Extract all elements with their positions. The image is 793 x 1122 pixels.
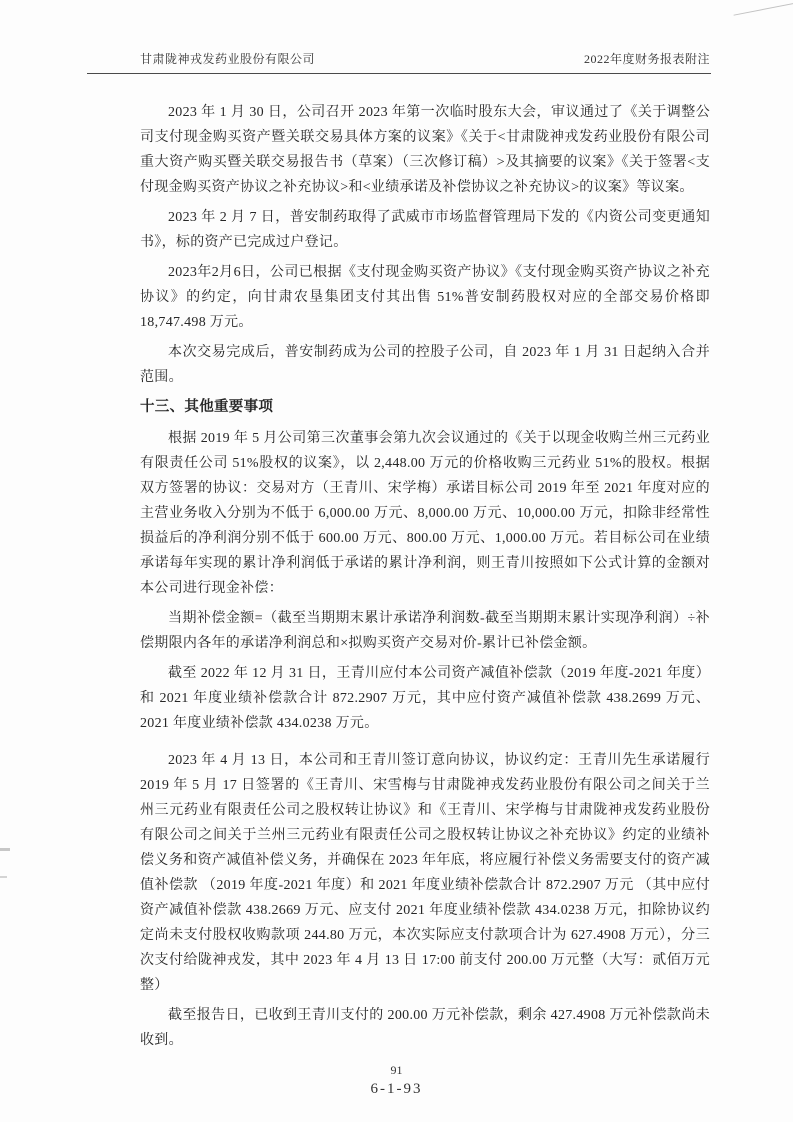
scan-artifact-left-mark	[0, 848, 10, 851]
body-paragraph: 截至 2022 年 12 月 31 日，王青川应付本公司资产减值补偿款（2019 年度-2021 年度）和 2021 年度业绩补偿款合计 872.2907 万元，其中应付资产减值补偿款 438.2699 万元、2021 年度业绩补偿款 434.0238 万元。	[140, 666, 710, 731]
body-paragraph: 2023年2月6日，公司已根据《支付现金购买资产协议》《支付现金购买资产协议之补充协议》的约定，向甘肃农垦集团支付其出售 51%普安制药股权对应的全部交易价格即18,747.498 万元。	[140, 265, 710, 330]
page-header	[140, 0, 710, 67]
formula-paragraph: 当期补偿金额=（截至当期期末累计承诺净利润数-截至当期期末累计实现净利润）÷补偿期限内各年的承诺净利润总和×拟购买资产交易对价-累计已补偿金额。	[140, 611, 710, 651]
section-heading: 十三、其他重要事项	[140, 399, 274, 415]
document-body	[140, 100, 710, 1053]
header-divider	[87, 73, 711, 74]
header-report-title: 2022年度财务报表附注	[583, 52, 710, 66]
scan-artifact-left-mark	[0, 876, 7, 878]
body-paragraph: 2023 年 4 月 13 日，本公司和王青川签订意向协议，协议约定：王青川先生承诺履行 2019 年 5 月 17 日签署的《王青川、宋雪梅与甘肃陇神戎发药业股份有限公司之间关于兰州三元药业有限责任公司之股权转让协议》和《王青川、宋学梅与甘肃陇神戎发药业股份有限公司之间关于兰州三元药业有限责任公司之股权转让协议之补充协议》约定的业绩补偿义务和资产减值补偿义务，并确保在 2023 年年底，将应履行补偿义务需要支付的资产减值补偿款 （2019 年度-2021 年度）和 2021 年度业绩补偿款合计 872.2907 万元 （其中应付资产减值补偿款 438.2669 万元、应支付 2021 年度业绩补偿款 434.0238 万元，扣除协议约定尚未支付股权收购款项 244.80 万元，本次实际应支付款项合计为 627.4908 万元），分三次支付给陇神戎发，其中 2023 年 4 月 13 日 17:00 前支付 200.00 万元整（大写：贰佰万元整）	[140, 753, 710, 993]
page-footer	[0, 1063, 793, 1098]
body-paragraph: 截至报告日，已收到王青川支付的 200.00 万元补偿款，剩余 427.4908 万元补偿款尚未收到。	[140, 1008, 710, 1048]
footer-document-code: 6-1-93	[370, 1081, 423, 1097]
body-paragraph: 2023 年 2 月 7 日，普安制药取得了武威市市场监督管理局下发的《内资公司变更通知书》，标的资产已完成过户登记。	[140, 210, 710, 250]
body-paragraph: 根据 2019 年 5 月公司第三次董事会第九次会议通过的《关于以现金收购兰州三元药业有限责任公司 51%股权的议案》，以 2,448.00 万元的价格收购三元药业 51%的股权。根据双方签署的协议：交易对方（王青川、宋学梅）承诺目标公司 2019 年至 2021 年度对应的主营业务收入分别为不低于 6,000.00 万元、8,000.00 万元、10,000.00 万元，扣除非经常性损益后的净利润分别不低于 600.00 万元、800.00 万元、1,000.00 万元。若目标公司在业绩承诺每年实现的累计净利润低于承诺的累计净利润，则王青川按照如下公式计算的金额对本公司进行现金补偿：	[140, 431, 710, 596]
scan-artifact-corner	[734, 1, 793, 15]
body-paragraph: 本次交易完成后，普安制药成为公司的控股子公司，自 2023 年 1 月 31 日起纳入合并范围。	[140, 345, 710, 385]
body-paragraph: 2023 年 1 月 30 日，公司召开 2023 年第一次临时股东大会，审议通过了《关于调整公司支付现金购买资产暨关联交易具体方案的议案》《关于<甘肃陇神戎发药业股份有限公司重大资产购买暨关联交易报告书（草案）（三次修订稿）>及其摘要的议案》《关于签署<支付现金购买资产协议之补充协议>和<业绩承诺及补偿协议之补充协议>的议案》等议案。	[140, 105, 710, 195]
footer-page-number: 91	[390, 1063, 403, 1077]
header-company-name: 甘肃陇神戎发药业股份有限公司	[140, 52, 316, 66]
